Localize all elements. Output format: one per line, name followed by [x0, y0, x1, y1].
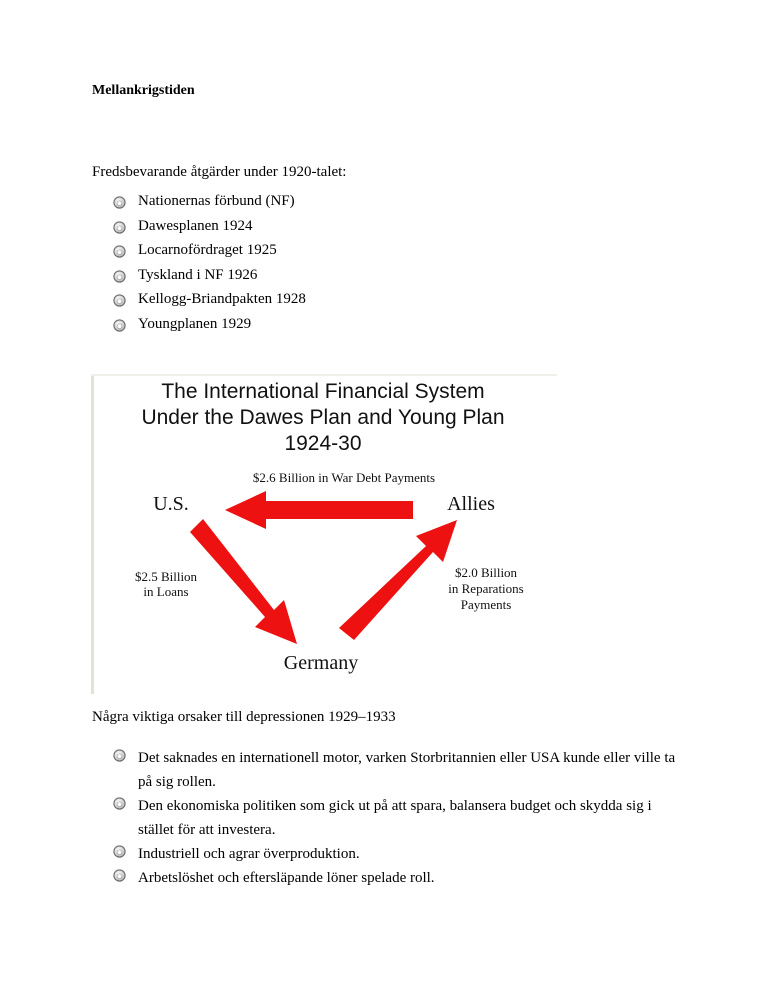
image-edge [91, 374, 94, 694]
ring-bullet-icon [113, 319, 126, 332]
list-item [113, 218, 306, 243]
list-item-text: Det saknades en internationell motor, varken Storbritannien eller USA kunde eller ville ta på sig rollen. [138, 750, 676, 790]
node-allies: Allies [447, 493, 495, 515]
flow-label-reparations-line1: $2.0 Billion [454, 565, 518, 580]
list-item [113, 267, 306, 292]
list-item-text: Nationernas förbund (NF) [138, 193, 295, 209]
peace-measures-list [113, 193, 306, 340]
list-item-text: Den ekonomiska politiken som gick ut på att spara, balansera budget och skydda sig i stället för att investera. [138, 798, 652, 838]
flow-label-war-debt: $2.6 Billion in War Debt Payments [252, 470, 436, 485]
list-item-text: Youngplanen 1929 [138, 315, 252, 332]
flow-label-loans-line2: in Loans [143, 584, 189, 599]
list-item-text: Industriell och agrar överproduktion. [138, 846, 360, 862]
list-item [113, 193, 306, 218]
ring-bullet-icon [113, 270, 126, 283]
ring-bullet-icon [113, 196, 126, 209]
list-item-text: Kellogg-Briandpakten 1928 [138, 291, 306, 307]
ring-bullet-icon [113, 245, 126, 258]
list-item [113, 242, 306, 267]
list-item [113, 794, 678, 842]
diagram-title-line2: Under the Dawes Plan and Young Plan [141, 406, 505, 429]
ring-bullet-icon [113, 869, 126, 882]
flow-label-loans-line1: $2.5 Billion [134, 569, 198, 584]
list-item-text: Dawesplanen 1924 [138, 217, 253, 234]
node-germany: Germany [283, 652, 359, 674]
dawes-young-plan-diagram [91, 374, 557, 694]
list-item [113, 316, 306, 341]
list-item-text: Tyskland i NF 1926 [138, 266, 258, 283]
ring-bullet-icon [113, 797, 126, 810]
list-item [113, 291, 306, 316]
section-heading-depression-causes: Några viktiga orsaker till depressionen 1929–1933 [92, 709, 396, 725]
list-item [113, 866, 678, 890]
list-item-text: Arbetslöshet och eftersläpande löner spelade roll. [138, 870, 435, 886]
ring-bullet-icon [113, 749, 126, 762]
list-item [113, 842, 678, 866]
depression-causes-list [113, 746, 678, 890]
flow-label-reparations-line2: in Reparations [448, 581, 524, 596]
ring-bullet-icon [113, 845, 126, 858]
diagram-title-line1: The International Financial System [161, 380, 485, 403]
node-us: U.S. [153, 493, 189, 515]
ring-bullet-icon [113, 221, 126, 234]
diagram-title-line3: 1924-30 [284, 432, 362, 455]
diagram-canvas [91, 374, 557, 694]
ring-bullet-icon [113, 294, 126, 307]
section-heading-peace-measures: Fredsbevarande åtgärder under 1920-talet: [92, 164, 347, 180]
list-item-text: Locarnofördraget 1925 [138, 242, 277, 258]
list-item [113, 746, 678, 794]
document-title: Mellankrigstiden [92, 83, 195, 98]
flow-label-reparations-line3: Payments [460, 597, 512, 612]
